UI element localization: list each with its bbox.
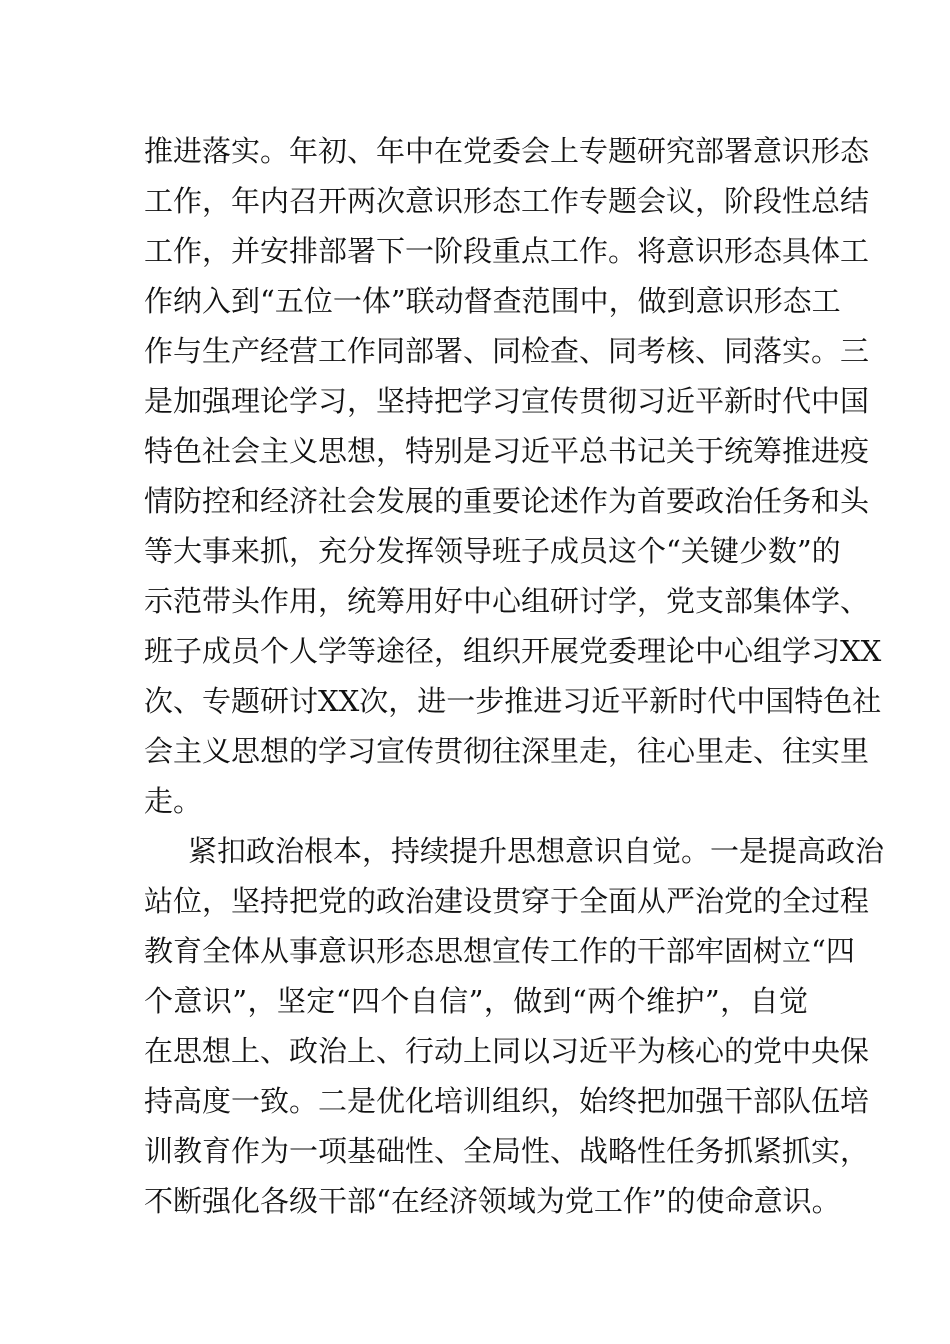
- text-line: 作与生产经营工作同部署、同检查、同考核、同落实。三: [144, 334, 870, 368]
- text-line: 工作，年内召开两次意识形态工作专题会议，阶段性总结: [144, 184, 870, 218]
- text-line: 教育全体从事意识形态思想宣传工作的干部牢固树立“四: [144, 934, 855, 968]
- text-line: 次、专题研讨XX次，进一步推进习近平新时代中国特色社: [144, 684, 882, 718]
- text-line: 走。: [144, 784, 203, 818]
- text-line: 作纳入到“五位一体”联动督查范围中，做到意识形态工: [144, 284, 841, 318]
- paragraph-2: [144, 826, 885, 1226]
- text-line: 紧扣政治根本，持续提升思想意识自觉。一是提高政治: [188, 834, 885, 868]
- text-line: 训教育作为一项基础性、全局性、战略性任务抓紧抓实，: [144, 1134, 870, 1168]
- text-line: 是加强理论学习，坚持把学习宣传贯彻习近平新时代中国: [144, 384, 870, 418]
- text-line: 持高度一致。二是优化培训组织，始终把加强干部队伍培: [144, 1084, 870, 1118]
- text-line: 个意识”，坚定“四个自信”，做到“两个维护”，自觉: [144, 984, 808, 1018]
- text-line: 不断强化各级干部“在经济领域为党工作”的使命意识。: [144, 1184, 841, 1218]
- text-line: 推进落实。年初、年中在党委会上专题研究部署意识形态: [144, 134, 870, 168]
- text-line: 示范带头作用，统筹用好中心组研讨学，党支部集体学、: [144, 584, 870, 618]
- text-line: 情防控和经济社会发展的重要论述作为首要政治任务和头: [144, 484, 870, 518]
- text-line: 在思想上、政治上、行动上同以习近平为核心的党中央保: [144, 1034, 870, 1068]
- paragraph-1: [144, 126, 882, 826]
- text-line: 工作，并安排部署下一阶段重点工作。将意识形态具体工: [144, 234, 870, 268]
- text-line: 班子成员个人学等途径，组织开展党委理论中心组学习XX: [144, 634, 882, 668]
- text-line: 站位，坚持把党的政治建设贯穿于全面从严治党的全过程: [144, 884, 870, 918]
- text-line: 会主义思想的学习宣传贯彻往深里走，往心里走、往实里: [144, 734, 870, 768]
- text-line: 等大事来抓，充分发挥领导班子成员这个“关键少数”的: [144, 534, 841, 568]
- text-line: 特色社会主义思想，特别是习近平总书记关于统筹推进疫: [144, 434, 870, 468]
